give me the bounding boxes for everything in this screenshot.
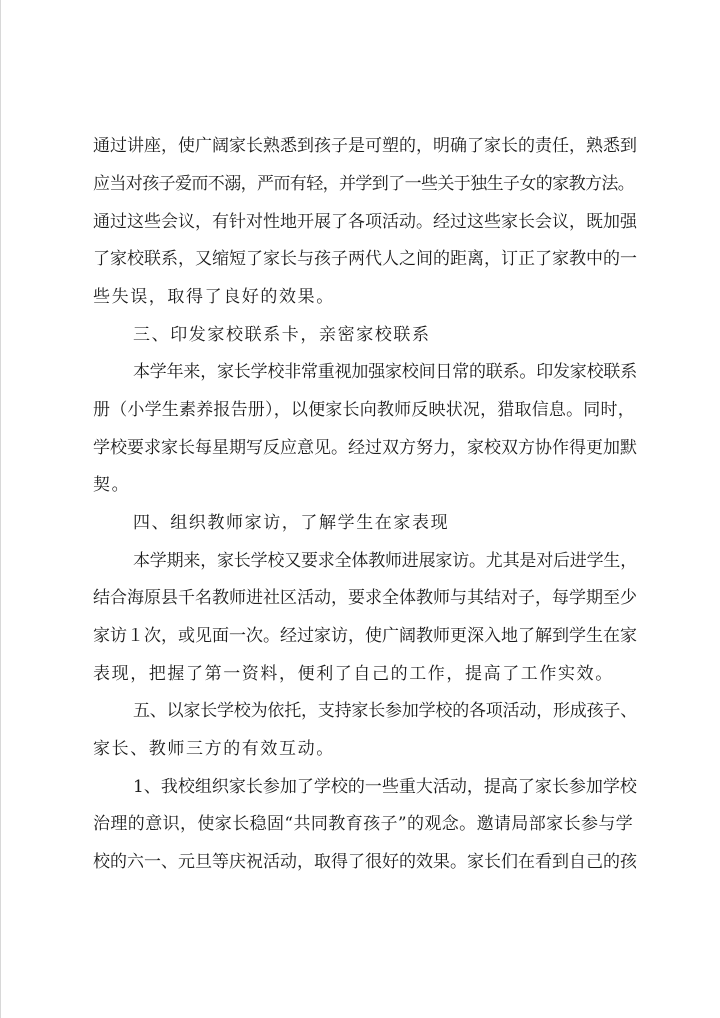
text-line: 本学年来，家长学校非常重视加强家校间日常的联系。印发家校联系 xyxy=(133,362,637,382)
text-line: 些失误，取得了良好的效果。 xyxy=(93,287,335,307)
text-line: 校的六一、元旦等庆祝活动，取得了很好的效果。家长们在看到自己的孩 xyxy=(93,852,637,872)
text-line: 家访１次，或见面一次。经过家访，使广阔教师更深入地了解到学生在家 xyxy=(93,626,637,646)
text-line: 结合海原县千名教师进社区活动，要求全体教师与其结对子，每学期至少 xyxy=(93,588,637,608)
section-heading: 三、印发家校联系卡，亲密家校联系 xyxy=(133,325,431,345)
text-line: 册（小学生素养报告册），以便家长向教师反映状况，猎取信息。同时， xyxy=(93,400,635,420)
text-line: 通过这些会议，有针对性地开展了各项活动。经过这些家长会议，既加强 xyxy=(93,212,637,232)
text-line: 契。 xyxy=(93,475,131,495)
text-line: 本学期来，家长学校又要求全体教师进展家访。尤其是对后进学生， xyxy=(133,551,637,571)
text-line: 通过讲座，使广阔家长熟悉到孩子是可塑的，明确了家长的责任，熟悉到 xyxy=(93,136,637,156)
text-line: 应当对孩子爱而不溺，严而有轻，并学到了一些关于独生子女的家教方法。 xyxy=(93,174,635,194)
text-line: 1、我校组织家长参加了学校的一些重大活动，提高了家长参加学校 xyxy=(133,777,637,797)
section-heading: 五、以家长学校为依托，支持家长参加学校的各项活动，形成孩子、 xyxy=(133,701,637,721)
text-line: 家长、教师三方的有效互动。 xyxy=(93,739,335,759)
text-line: 治理的意识，使家长稳固“共同教育孩子”的观念。邀请局部家长参与学 xyxy=(93,814,634,834)
text-line: 学校要求家长每星期写反应意见。经过双方努力，家校双方协作得更加默 xyxy=(93,438,637,458)
text-line: 了家校联系，又缩短了家长与孩子两代人之间的距离，订正了家教中的一 xyxy=(93,249,637,269)
section-heading: 四、组织教师家访，了解学生在家表现 xyxy=(133,513,450,533)
text-line: 表现，把握了第一资料，便利了自己的工作，提高了工作实效。 xyxy=(93,664,614,684)
